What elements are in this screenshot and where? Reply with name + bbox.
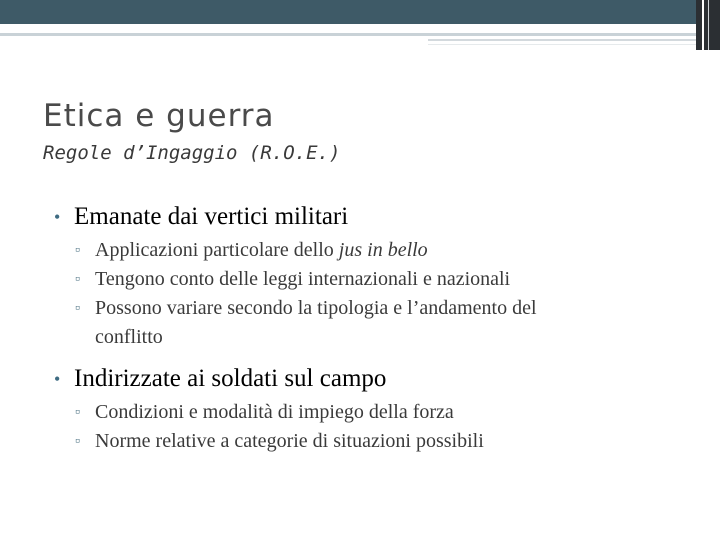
sub-item-italic-text: jus in bello [338, 239, 428, 261]
sub-item-text-continued: conflitto [95, 326, 163, 348]
bullet-item [52, 200, 692, 234]
corner-decoration [696, 0, 720, 50]
top-banner [0, 0, 720, 24]
corner-stripe [702, 0, 704, 50]
sub-list [52, 398, 692, 456]
slide-subtitle: Regole d’Ingaggio (R.O.E.) [43, 142, 341, 164]
sub-item [52, 398, 692, 427]
sub-item [52, 265, 692, 294]
square-bullet-icon: ▫ [75, 243, 80, 258]
bullet-item [52, 362, 692, 396]
slide-body [52, 200, 692, 462]
decorative-rule [428, 39, 696, 41]
bullet-text: Indirizzate ai soldati sul campo [74, 365, 387, 392]
sub-item [52, 236, 692, 265]
bullet-text: Emanate dai vertici militari [74, 203, 349, 230]
sub-item-text: Applicazioni particolare dello [95, 239, 339, 261]
bullet-icon: • [54, 369, 61, 389]
sub-item-text: Tengono conto delle leggi internazionali e nazionali [95, 268, 511, 290]
decorative-rule [428, 44, 696, 45]
sub-list [52, 236, 692, 352]
sub-item-text: Possono variare secondo la tipologia e l’andamento del [95, 297, 537, 319]
bullet-icon: • [54, 207, 61, 227]
square-bullet-icon: ▫ [75, 272, 80, 287]
slide-title: Etica e guerra [43, 98, 275, 134]
sub-item [52, 427, 692, 456]
sub-item [52, 294, 692, 352]
sub-item-text: Norme relative a categorie di situazioni possibili [95, 430, 484, 452]
square-bullet-icon: ▫ [75, 405, 80, 420]
sub-item-text: Condizioni e modalità di impiego della forza [95, 401, 454, 423]
square-bullet-icon: ▫ [75, 434, 80, 449]
corner-stripe [708, 0, 709, 50]
decorative-rule [0, 33, 696, 36]
square-bullet-icon: ▫ [75, 301, 80, 316]
